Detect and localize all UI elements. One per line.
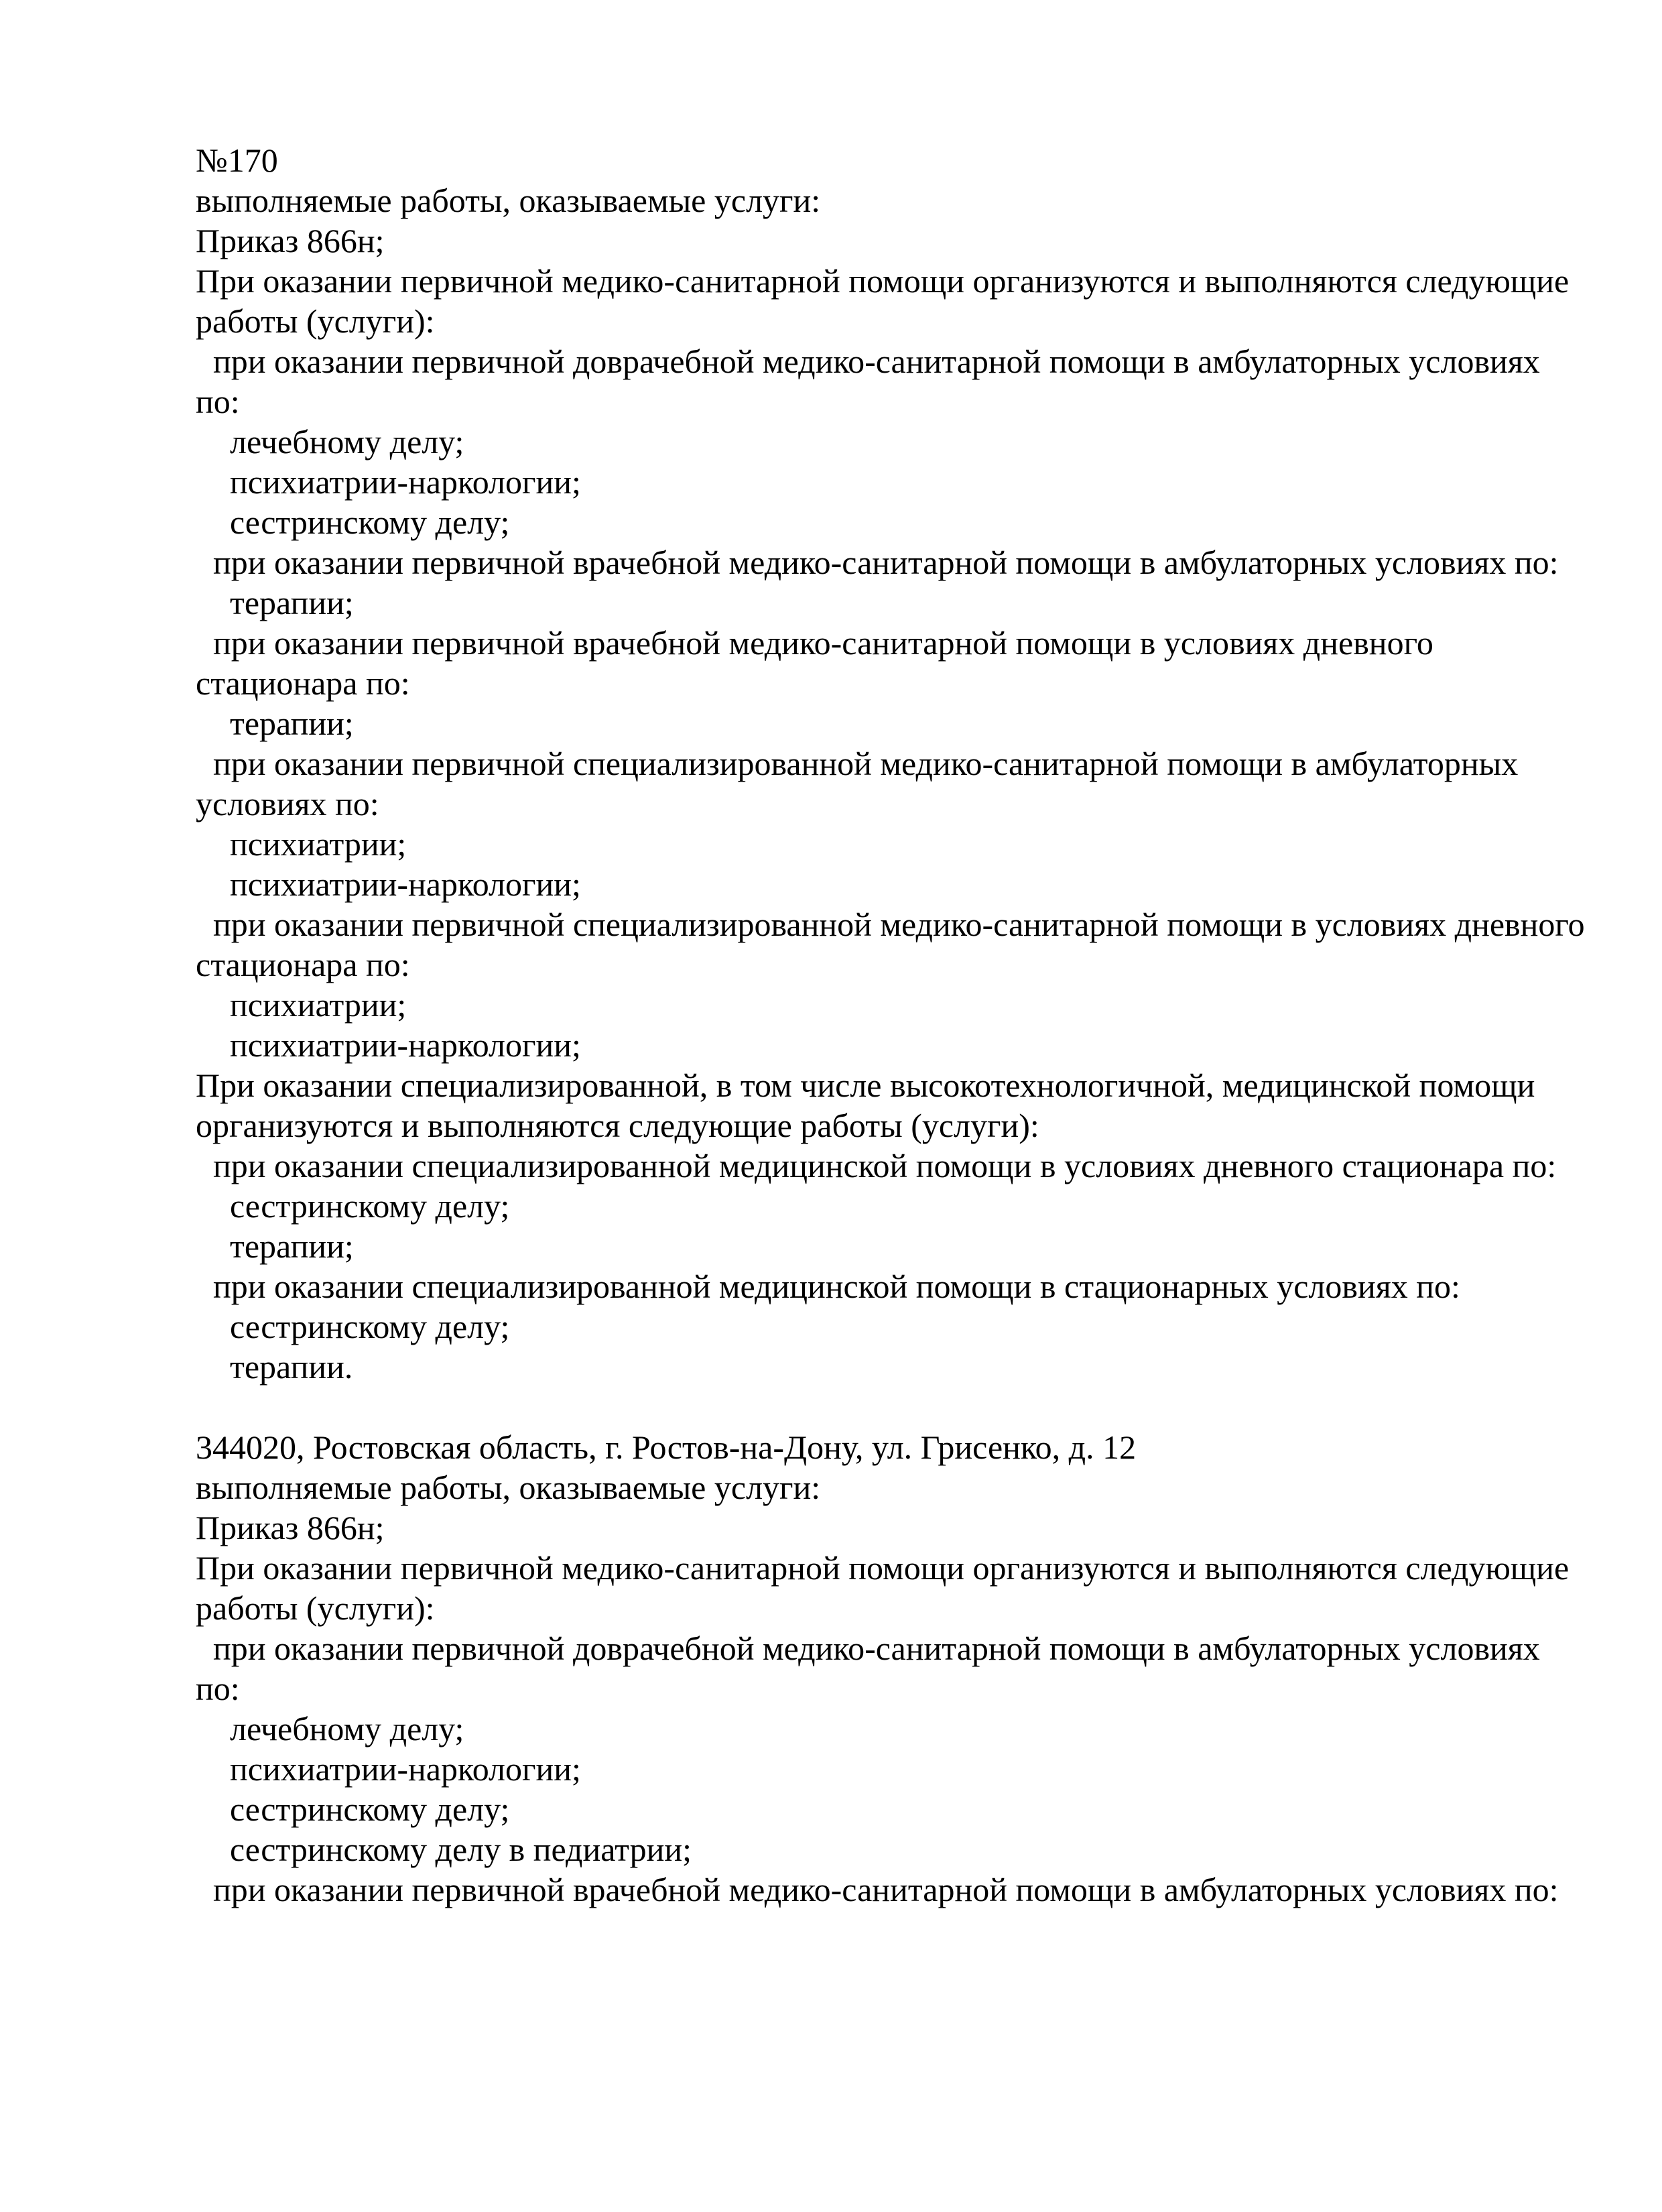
text-line: терапии;	[230, 584, 354, 621]
text-line: при оказании первичной врачебной медико-санитарной помощи в амбулаторных условиях по:	[213, 1871, 1559, 1908]
text-line: организуются и выполняются следующие работы (услуги):	[196, 1107, 1039, 1144]
text-line: лечебному делу;	[230, 423, 464, 460]
text-line: психиатрии;	[230, 986, 407, 1024]
text-line: при оказании первичной доврачебной медико-санитарной помощи в амбулаторных условиях	[213, 343, 1540, 380]
license-works-section-1	[196, 140, 1635, 1387]
text-line: при оказании специализированной медицинской помощи в условиях дневного стационара по:	[213, 1147, 1557, 1184]
text-line: психиатрии-наркологии;	[230, 1750, 581, 1788]
text-line: Приказ 866н;	[196, 222, 385, 259]
text-line: психиатрии-наркологии;	[230, 1026, 581, 1064]
license-works-section-2	[196, 1427, 1635, 1910]
text-line: Приказ 866н;	[196, 1509, 385, 1546]
text-line: сестринскому делу;	[230, 503, 510, 541]
text-line: При оказании первичной медико-санитарной помощи организуются и выполняются следующие	[196, 262, 1570, 300]
text-line: терапии;	[230, 704, 354, 742]
text-line: выполняемые работы, оказываемые услуги:	[196, 182, 821, 219]
text-line: При оказании специализированной, в том числе высокотехнологичной, медицинской помощи	[196, 1066, 1535, 1104]
text-line: условиях по:	[196, 785, 379, 822]
text-line: стационара по:	[196, 664, 410, 702]
text-line: работы (услуги):	[196, 302, 435, 340]
text-line: №170	[196, 141, 278, 179]
text-line: 344020, Ростовская область, г. Ростов-на-Дону, ул. Грисенко, д. 12	[196, 1428, 1137, 1466]
text-line: лечебному делу;	[230, 1710, 464, 1747]
text-line: при оказании первичной врачебной медико-санитарной помощи в условиях дневного	[213, 624, 1433, 662]
text-line: при оказании первичной врачебной медико-санитарной помощи в амбулаторных условиях по:	[213, 544, 1559, 581]
text-line: терапии.	[230, 1348, 353, 1386]
text-line: при оказании специализированной медицинской помощи в стационарных условиях по:	[213, 1268, 1460, 1305]
text-line: при оказании первичной специализированной медико-санитарной помощи в амбулаторных	[213, 745, 1519, 782]
text-line: психиатрии-наркологии;	[230, 865, 581, 903]
text-line: работы (услуги):	[196, 1589, 435, 1627]
text-line: При оказании первичной медико-санитарной помощи организуются и выполняются следующие	[196, 1549, 1570, 1587]
text-line: терапии;	[230, 1227, 354, 1265]
text-line: при оказании первичной специализированной медико-санитарной помощи в условиях дневного	[213, 906, 1585, 943]
text-line: по:	[196, 383, 240, 420]
section-separator	[196, 1387, 1635, 1427]
document-content	[196, 140, 1635, 1910]
text-line: сестринскому делу;	[230, 1308, 510, 1345]
text-line: выполняемые работы, оказываемые услуги:	[196, 1469, 821, 1506]
text-line: стационара по:	[196, 946, 410, 983]
text-line: психиатрии;	[230, 825, 407, 863]
text-line: сестринскому делу;	[230, 1187, 510, 1225]
text-line: сестринскому делу в педиатрии;	[230, 1831, 692, 1868]
text-line: по:	[196, 1670, 240, 1707]
text-line: сестринскому делу;	[230, 1790, 510, 1828]
text-line: при оказании первичной доврачебной медико-санитарной помощи в амбулаторных условиях	[213, 1630, 1540, 1667]
text-line: психиатрии-наркологии;	[230, 463, 581, 501]
